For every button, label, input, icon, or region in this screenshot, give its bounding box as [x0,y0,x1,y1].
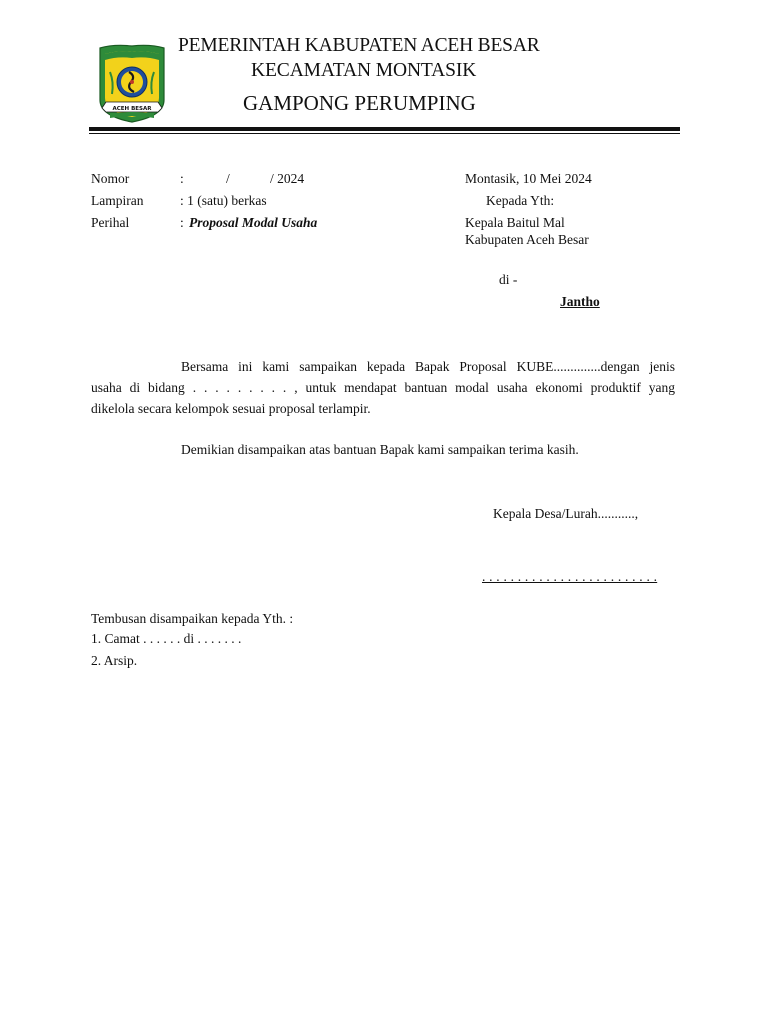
nomor-label: Nomor [91,171,130,186]
body-p1-line3: dikelola secara kelompok sesuai proposal terlampir. [91,401,371,416]
letterhead-government: PEMERINTAH KABUPATEN ACEH BESAR [178,35,540,56]
cc-item-1: 1. Camat . . . . . . di . . . . . . . [91,631,242,646]
recipient-line1: Kepala Baitul Mal [465,215,565,230]
recipient-di: di - [499,272,518,287]
letterhead-divider-thin [89,133,680,134]
perihal-label: Perihal [91,215,130,230]
perihal-value: Proposal Modal Usaha [189,215,318,230]
aceh-besar-emblem-icon [96,42,168,124]
nomor-colon: : [180,171,184,186]
body-p1-line1: Bersama ini kami sampaikan kepada Bapak Proposal KUBE..............dengan jenis [181,359,675,374]
signature-name: . . . . . . . . . . . . . . . . . . . . . . . . . [482,569,658,584]
cc-title: Tembusan disampaikan kepada Yth. : [91,611,294,626]
logo-banner-text: ACEH BESAR [112,106,152,112]
recipient-city: Jantho [560,294,600,309]
nomor-year: / 2024 [270,171,305,186]
body-paragraph-2: Demikian disampaikan atas bantuan Bapak kami sampaikan terima kasih. [181,442,579,457]
signature-title: Kepala Desa/Lurah..........., [493,506,639,521]
nomor-slash: / [226,171,230,186]
letterhead-divider-thick [89,127,680,131]
kepada-yth: Kepada Yth: [486,193,555,208]
body-paragraph-1 [91,356,675,419]
letterhead-village: GAMPONG PERUMPING [243,91,476,115]
letterhead-district: KECAMATAN MONTASIK [251,60,477,81]
lampiran-value: : 1 (satu) berkas [180,193,267,208]
lampiran-label: Lampiran [91,193,144,208]
recipient-line2: Kabupaten Aceh Besar [465,232,589,247]
perihal-colon: : [180,215,184,230]
cc-item-2: 2. Arsip. [91,653,138,668]
place-date: Montasik, 10 Mei 2024 [465,171,592,186]
body-p1-line2: usaha di bidang . . . . . . . . . , untuk mendapat bantuan modal usaha ekonomi produktif yang [91,380,675,395]
